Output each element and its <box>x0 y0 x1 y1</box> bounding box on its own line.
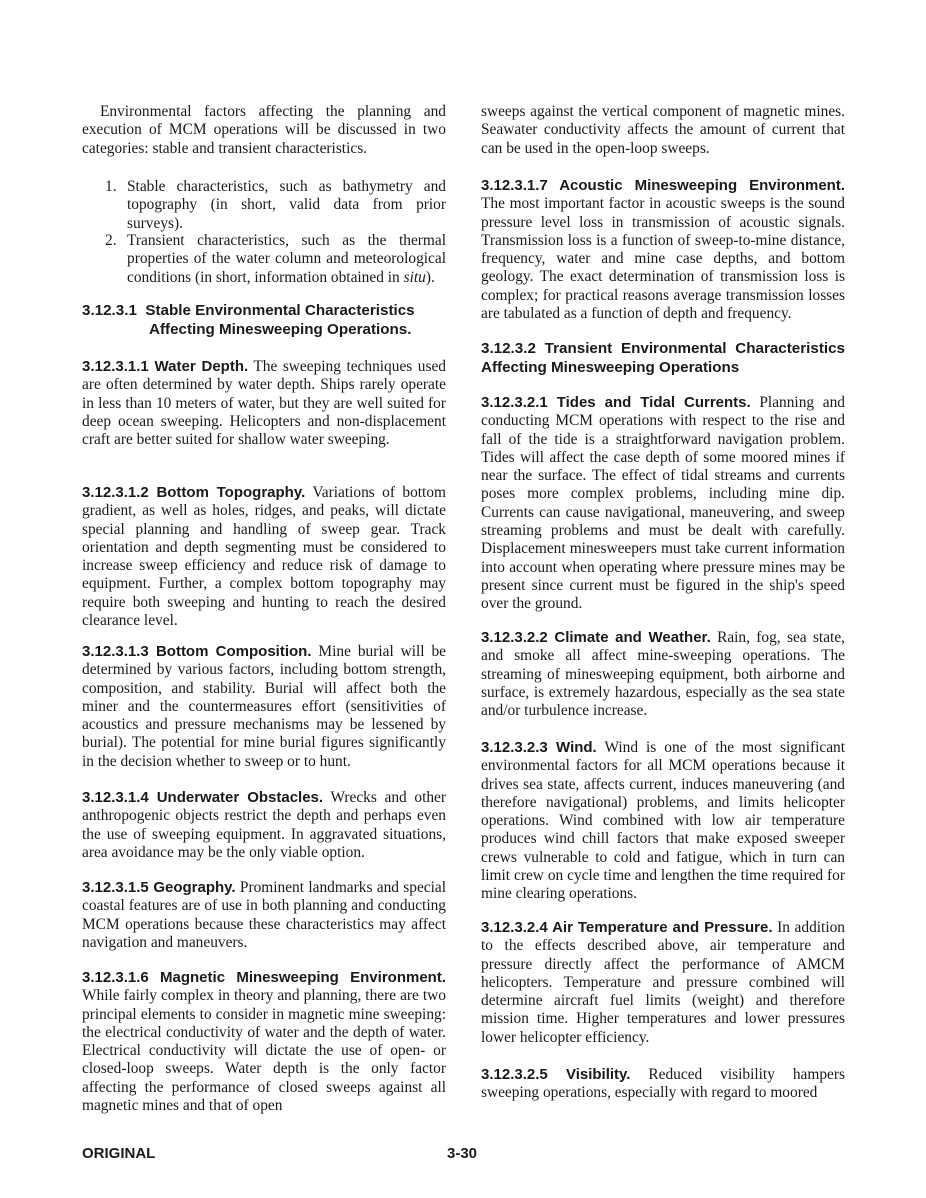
para-body: While fairly complex in theory and planning, there are two principal elements to consider in magnetic mine sweeping: the electrical conductivity of water and the depth of water. Electrical conductivity will dictate the use of open- or closed-loop sweeps. Water depth is the only factor affecting the performance of closed sweeps against all magnetic mines and that of open <box>82 987 446 1115</box>
section-number: 3.12.3.1 <box>82 302 137 319</box>
para-body: Reduced visibility hampers sweeping operations, especially with regard to moored <box>481 1066 845 1102</box>
page-number: 3-30 <box>447 1145 478 1162</box>
para-body: In addition to the effects described above, air temperature and pressure directly affect the performance of AMCM helicopters. Temperature and pressure combined will determine aircraft fuel limits (weight) and therefore mission time. Higher temperatures and lower pressures lower helicopter efficiency. <box>481 919 845 1046</box>
para-body: The sweeping techniques used are often determined by water depth. Ships rarely operate in less than 10 meters of water, but they are well suited for deep ocean sweeping. Helicopters and non-displacement craft are better suited for shallow water sweeping. <box>82 358 446 449</box>
para-body: Variations of bottom gradient, as well as holes, ridges, and peaks, will dictate special planning and handling of sweep gear. Track orientation and depth segmenting must be considered to increase sweep efficiency and reduce risk of damage to equipment. Further, a complex bottom topography may require both sweeping and hunting to reach the desired clearance level. <box>82 484 446 630</box>
para-bottom-composition <box>82 643 446 771</box>
para-body: Prominent landmarks and special coastal features are of use in both planning and conducting MCM operations because these characteristics may affect navigation and maneuvers. <box>82 879 446 951</box>
para-heading: 3.12.3.1.6 Magnetic Minesweeping Environment. <box>82 969 446 986</box>
para-body: sweeps against the vertical component of magnetic mines. Seawater conductivity affects the amount of current that can be used in the open-loop sweeps. <box>481 103 845 157</box>
list-text: Stable characteristics, such as bathymetry and topography (in short, valid data from prior surveys). <box>127 178 446 232</box>
para-magnetic <box>82 969 446 1115</box>
para-acoustic <box>481 177 845 323</box>
para-heading: 3.12.3.2.3 Wind. <box>481 739 597 756</box>
para-body: Rain, fog, sea state, and smoke all affect mine-sweeping operations. The streaming of minesweeping equipment, both airborne and surface, is extremely hazardous, especially as the sea state and/or turbulence increase. <box>481 629 845 720</box>
section-title-line1: Stable Environmental Characteristics <box>145 302 415 319</box>
para-heading: 3.12.3.1.4 Underwater Obstacles. <box>82 789 324 806</box>
para-heading: 3.12.3.2.1 Tides and Tidal Currents. <box>481 394 751 411</box>
para-climate <box>481 629 845 720</box>
section-title-line2: Affecting Minesweeping Operations. <box>149 320 412 338</box>
list-text-part: Transient characteristics, such as the thermal properties of the water column and meteorological conditions (in short, information obtained in <box>127 232 446 286</box>
list-number: 2. <box>105 232 117 249</box>
para-underwater-obstacles <box>82 789 446 862</box>
para-body: Wrecks and other anthropogenic objects restrict the depth and perhaps even the use of sweeping equipment. In aggravated situations, area avoidance may be the only viable option. <box>82 789 447 861</box>
para-heading: 3.12.3.2.4 Air Temperature and Pressure. <box>481 919 773 936</box>
para-heading: 3.12.3.2.5 Visibility. <box>481 1066 631 1083</box>
footer-original: ORIGINAL <box>82 1145 156 1162</box>
intro-paragraph: Environmental factors affecting the planning and execution of MCM operations will be discussed in two categories: stable and transient characteristics. <box>82 103 446 157</box>
section-heading-stable <box>82 302 446 339</box>
para-heading: 3.12.3.1.7 Acoustic Minesweeping Environment. <box>481 177 845 194</box>
list-text-part: ). <box>425 268 435 286</box>
para-body: The most important factor in acoustic sweeps is the sound pressure level loss in transmission of acoustic signals. Transmission loss is a function of sweep-to-mine distance, frequency, water and mine case depths, and bottom geology. The exact determination of transmission loss is complex; for practical reasons average transmission losses are tabulated as a function of depth and frequency. <box>481 195 845 323</box>
para-tides <box>481 394 845 614</box>
para-geography <box>82 879 446 952</box>
section-heading-transient: 3.12.3.2 Transient Environmental Characteristics Affecting Minesweeping Operations <box>481 340 845 376</box>
list-number: 1. <box>105 178 117 195</box>
para-air-temperature <box>481 919 845 1047</box>
para-magnetic-continued <box>481 103 845 158</box>
para-heading: 3.12.3.1.5 Geography. <box>82 879 236 896</box>
list-text <box>127 232 446 287</box>
list-item <box>105 232 446 287</box>
para-heading: 3.12.3.2.2 Climate and Weather. <box>481 629 711 646</box>
para-visibility <box>481 1066 845 1103</box>
list-item <box>105 178 446 233</box>
list-text-italic: situ <box>403 268 426 286</box>
para-body: Mine burial will be determined by various factors, including bottom strength, composition, and stability. Burial will affect both the miner and the countermeasures effort (sensitivities of acoustics and pressure mechanisms may be lessened by burial). The potential for mine burial figures significantly in the decision whether to sweep or to hunt. <box>82 643 446 770</box>
para-heading: 3.12.3.1.3 Bottom Composition. <box>82 643 312 660</box>
para-wind <box>481 739 845 904</box>
para-heading: 3.12.3.1.2 Bottom Topography. <box>82 484 306 501</box>
para-heading: 3.12.3.1.1 Water Depth. <box>82 358 249 375</box>
para-body: Wind is one of the most significant environmental factors for all MCM operations because it drives sea state, affects current, induces maneuvering (and therefore navigational) problems, and limits helicopter operations. Wind combined with low air temperature produces wind chill factors that make exposed sweeper crews vulnerable to cold and fatigue, which in turn can limit crew on cycle time and lengthen the time required for mine clearing operations. <box>481 739 846 903</box>
para-body: Planning and conducting MCM operations with respect to the rise and fall of the tide is a straightforward navigation problem. Tides will affect the case depth of some moored mines if near the surface. The effect of tidal streams and currents poses more complex problems, including mine dip. Currents can cause navigational, maneuvering, and sweep streaming problems and must be dealt with carefully. Displacement minesweepers must take current information into account when operating where pressure mines may be present since current must be figured in the ship's speed over the ground. <box>481 394 845 613</box>
para-water-depth <box>82 358 446 449</box>
para-bottom-topography <box>82 484 446 630</box>
